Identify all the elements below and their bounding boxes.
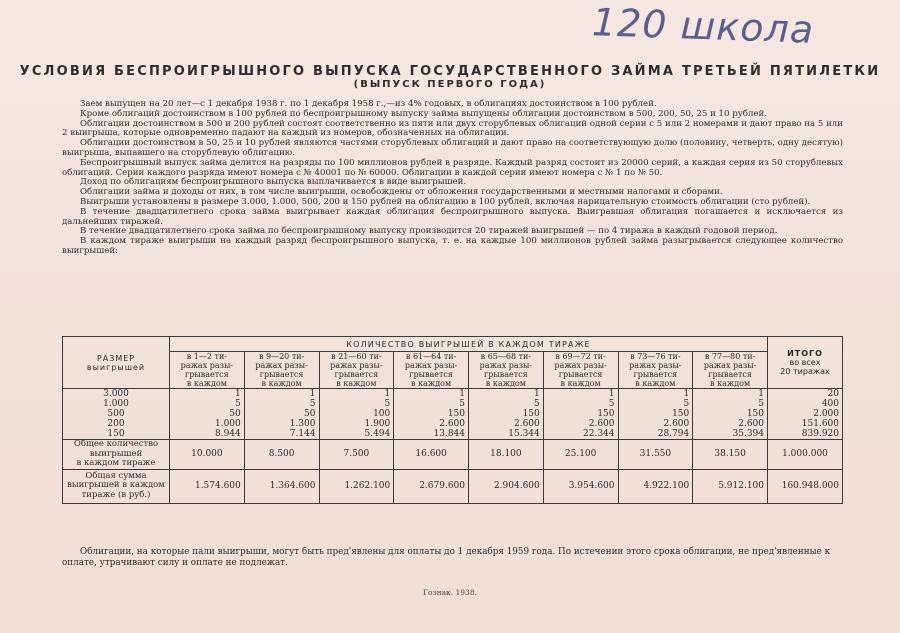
total-header: ИТОГО во всех 20 тиражах	[768, 337, 843, 389]
values-cell: 1 5 150 2.600 35.394	[693, 389, 768, 440]
printer-imprint: Гознак. 1938.	[423, 588, 477, 597]
sum-cell: 4.922.100	[618, 469, 693, 503]
count-cell: 31.550	[618, 440, 693, 470]
paragraph: Выигрыши установлены в размере 3.000, 1.000, 500, 200 и 150 рублей на облигацию в 100 рублей, включая нарицательную стоимость облигации (сто рублей).	[80, 196, 811, 207]
paragraph: Облигации достоинством в 500 и 200 рублей состоят соответственно из пяти или двух сторублевых облигаций одной серии с 5 или 2 номерами и дают право на 5 или 2 выигрыша, которые одновременно падают на каждый из номеров, обозначенных на облигации.	[62, 118, 843, 139]
values-cell: 1 5 150 2.600 15.344	[469, 389, 544, 440]
handwritten-note: 120 школа	[591, 0, 815, 52]
sum-cell: 2.904.600	[469, 469, 544, 503]
prize-sizes-cell: 3.000 1.000 500 200 150	[63, 389, 170, 440]
column-header: в 77—80 ти- ражах разы- грывается в каждом	[693, 352, 768, 389]
column-header: в 1—2 ти- ражах разы- грывается в каждом	[170, 352, 245, 389]
paragraph: Доход по облигациям беспроигрышного выпуска выплачивается в виде выигрышей.	[80, 177, 467, 188]
values-cell: 1 5 150 2.600 28.794	[618, 389, 693, 440]
totals-cell: 20 400 2.000 151.600 839.920	[768, 389, 843, 440]
values-cell: 1 5 50 1.300 7.144	[244, 389, 319, 440]
loan-conditions-text	[62, 100, 843, 257]
paragraph: В каждом тираже выигрыши на каждый разряд беспроигрышного выпуска, т. е. на каждые 100 миллионов рублей займа разыгрывается следующее количество выигрышей:	[62, 236, 843, 256]
sum-cell: 5.912.100	[693, 469, 768, 503]
column-header: в 21—60 ти- ражах разы- грывается в каждом	[319, 352, 394, 389]
paragraph: Облигации достоинством в 50, 25 и 10 рублей являются частями сторублевых облигаций и дают право на соответствующую долю (половину, четверть, одну десятую) выигрыша, выпавшего на сторублевую облигацию.	[62, 138, 843, 158]
row-label: Общая сумма выигрышей в каждом тираже (в руб.)	[63, 469, 170, 503]
sum-cell: 1.364.600	[244, 469, 319, 503]
document-title: УСЛОВИЯ БЕСПРОИГРЫШНОГО ВЫПУСКА ГОСУДАРСТВЕННОГО ЗАЙМА ТРЕТЬЕЙ ПЯТИЛЕТКИ	[19, 64, 881, 79]
sum-cell: 3.954.600	[543, 469, 618, 503]
sum-total-cell: 160.948.000	[768, 469, 843, 503]
prize-count-row	[63, 440, 843, 470]
paragraph: Кроме облигаций достоинством в 100 рублей по беспроигрышному выпуску займа выпущены облигации достоинством в 500, 200, 50, 25 и 10 рублей.	[80, 108, 767, 119]
prize-values-row	[63, 389, 843, 440]
count-cell: 25.100	[543, 440, 618, 470]
paragraph: В течение двадцатилетнего срока займа выигрывает каждая облигация беспроигрышного выпуска. Выигравшая облигация погашается и исключается из дальнейших тиражей.	[62, 206, 843, 227]
draw-count-group-header: КОЛИЧЕСТВО ВЫИГРЫШЕЙ В КАЖДОМ ТИРАЖЕ	[170, 337, 768, 352]
column-header: в 9—20 ти- ражах разы- грывается в каждом	[244, 352, 319, 389]
count-cell: 38.150	[693, 440, 768, 470]
values-cell: 1 5 50 1.000 8.944	[170, 389, 245, 440]
column-header: в 69—72 ти- ражах разы- грывается в каждом	[543, 352, 618, 389]
count-cell: 8.500	[244, 440, 319, 470]
column-header: в 61—64 ти- ражах разы- грывается в каждом	[394, 352, 469, 389]
sum-cell: 1.262.100	[319, 469, 394, 503]
paragraph: Облигации займа и доходы от них, в том числе выигрыши, освобождены от обложения государственными и местными налогами и сборами.	[80, 187, 723, 198]
prize-table	[62, 336, 843, 504]
column-headers-row	[63, 352, 843, 389]
column-header: в 73—76 ти- ражах разы- грывается в каждом	[618, 352, 693, 389]
prize-size-header: РАЗМЕР выигрышей	[63, 337, 170, 389]
values-cell: 1 5 150 2.600 22.344	[543, 389, 618, 440]
paragraph: Заем выпущен на 20 лет—с 1 декабря 1938 г. по 1 декабря 1958 г.,—из 4% годовых, в облигациях достоинством в 100 рублей.	[80, 99, 657, 109]
sum-cell: 1.574.600	[170, 469, 245, 503]
paragraph: Беспроигрышный выпуск займа делится на разряды по 100 миллионов рублей в разряде. Каждый разряд состоит из 20000 серий, а каждая серия из 50 сторублевых облигаций. Серии каждого разряда имеют номера с № 40001 по № 60000. Облигации в каждой серии имеют номера с № 1 по № 50.	[62, 157, 843, 178]
prize-sum-row	[63, 469, 843, 503]
paragraph: В течение двадцатилетнего срока займа по беспроигрышному выпуску производится 20 тиражей выигрышей — по 4 тиража в каждый годовой период.	[80, 226, 778, 237]
count-cell: 7.500	[319, 440, 394, 470]
values-cell: 1 5 150 2.600 13.844	[394, 389, 469, 440]
count-cell: 18.100	[469, 440, 544, 470]
count-cell: 16.600	[394, 440, 469, 470]
column-header: в 65—68 ти- ражах разы- грывается в каждом	[469, 352, 544, 389]
redemption-note: Облигации, на которые пали выигрыши, могут быть пред'явлены для оплаты до 1 декабря 1959 года. По истечении этого срока облигации, не пред'явленные к оплате, утрачивают силу и оплате не подлежат.	[62, 547, 831, 568]
document-subtitle: (ВЫПУСК ПЕРВОГО ГОДА)	[353, 79, 547, 90]
values-cell: 1 5 100 1.900 5.494	[319, 389, 394, 440]
sum-cell: 2.679.600	[394, 469, 469, 503]
count-cell: 10.000	[170, 440, 245, 470]
count-total-cell: 1.000.000	[768, 440, 843, 470]
row-label: Общее количество выигрышей в каждом тираже	[63, 440, 170, 470]
